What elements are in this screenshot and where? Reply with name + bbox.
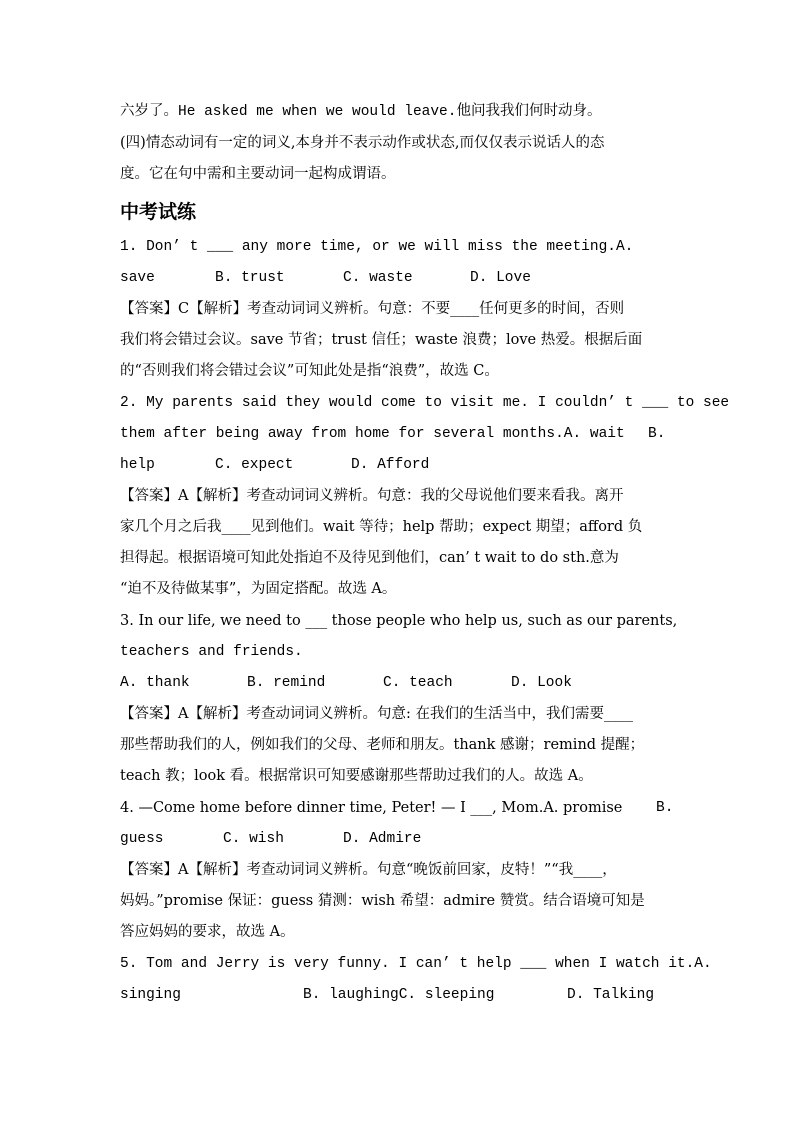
- q4-answer-line-3: 答应妈妈的要求，故选 A。: [120, 924, 295, 940]
- q4-option-b-marker: B.: [656, 800, 674, 816]
- q5-stem-line-1: 5. Tom and Jerry is very funny. I can’ t help ___ when I watch it.A.: [120, 956, 712, 972]
- q2-option-c: C. expect: [215, 457, 294, 473]
- q4-answer-line-1: 【答案】A【解析】考查动词词义辨析。句意“晚饭前回家，皮特！”“我____，: [120, 862, 617, 878]
- q1-option-b: B. trust: [215, 270, 285, 286]
- q1-option-a: save: [120, 270, 155, 286]
- q3-answer-line-2: 那些帮助我们的人，例如我们的父母、老师和朋友。thank 感谢；remind 提醒；: [120, 737, 645, 753]
- q2-stem-line-2: them after being away from home for several months.A. wait: [120, 426, 625, 442]
- intro-line-2: (四)情态动词有一定的词义,本身并不表示动作或状态,而仅仅表示说话人的态: [120, 135, 605, 151]
- q1-option-c: C. waste: [343, 270, 413, 286]
- q3-stem-line-1: 3. In our life, we need to ___ those people who help us, such as our parents,: [120, 613, 678, 629]
- q3-answer-line-3: teach 教；look 看。根据常识可知要感谢那些帮助过我们的人。故选 A。: [120, 768, 593, 784]
- q3-option-b: B. remind: [247, 675, 326, 691]
- q4-answer-line-2: 妈妈。”promise 保证：guess 猜测：wish 希望：admire 赞赏。结合语境可知是: [120, 893, 645, 909]
- q2-answer-line-2: 家几个月之后我____见到他们。wait 等待；help 帮助；expect 期望；afford 负: [120, 519, 643, 535]
- q1-answer-line-3: 的“否则我们将会错过会议”可知此处是指“浪费”，故选 C。: [120, 363, 499, 379]
- q1-answer-line-1: 【答案】C【解析】考查动词词义辨析。句意：不要____任何更多的时间，否则: [120, 301, 625, 317]
- q5-option-d: D. Talking: [567, 987, 655, 1003]
- q2-option-b-marker: B.: [648, 426, 666, 442]
- q3-stem-line-2: teachers and friends.: [120, 644, 303, 660]
- q2-answer-line-1: 【答案】A【解析】考查动词词义辨析。句意：我的父母说他们要来看我。离开: [120, 488, 624, 504]
- q2-stem-line-1: 2. My parents said they would come to visit me. I couldn’ t ___ to see: [120, 395, 730, 411]
- q2-answer-line-4: “迫不及待做某事”，为固定搭配。故选 A。: [120, 581, 397, 597]
- q3-option-d: D. Look: [511, 675, 572, 691]
- q4-option-d: D. Admire: [343, 831, 422, 847]
- q1-stem: 1. Don’ t ___ any more time, or we will miss the meeting.A.: [120, 239, 634, 255]
- q2-option-b: help: [120, 457, 155, 473]
- q3-option-a: A. thank: [120, 675, 190, 691]
- q5-option-a: singing: [120, 987, 181, 1003]
- intro-line-1: 六岁了。He asked me when we would leave.他问我我们何时动身。: [120, 104, 602, 120]
- q5-option-b-c: B. laughingC. sleeping: [303, 987, 495, 1003]
- q1-option-d: D. Love: [470, 270, 531, 286]
- intro-line-3: 度。它在句中需和主要动词一起构成谓语。: [120, 166, 396, 182]
- q4-option-c: C. wish: [223, 831, 284, 847]
- q3-answer-line-1: 【答案】A【解析】考查动词词义辨析。句意: 在我们的生活当中，我们需要____: [120, 706, 633, 722]
- q1-answer-line-2: 我们将会错过会议。save 节省；trust 信任；waste 浪费；love 热爱。根据后面: [120, 332, 643, 348]
- q3-option-c: C. teach: [383, 675, 453, 691]
- q4-stem-line-1: 4. —Come home before dinner time, Peter! — I ___, Mom.A. promise: [120, 800, 623, 816]
- q2-option-d: D. Afford: [351, 457, 430, 473]
- q2-answer-line-3: 担得起。根据语境可知此处指迫不及待见到他们，can’ t wait to do sth.意为: [120, 550, 619, 566]
- q4-option-b: guess: [120, 831, 164, 847]
- section-title: 中考试练: [120, 201, 197, 223]
